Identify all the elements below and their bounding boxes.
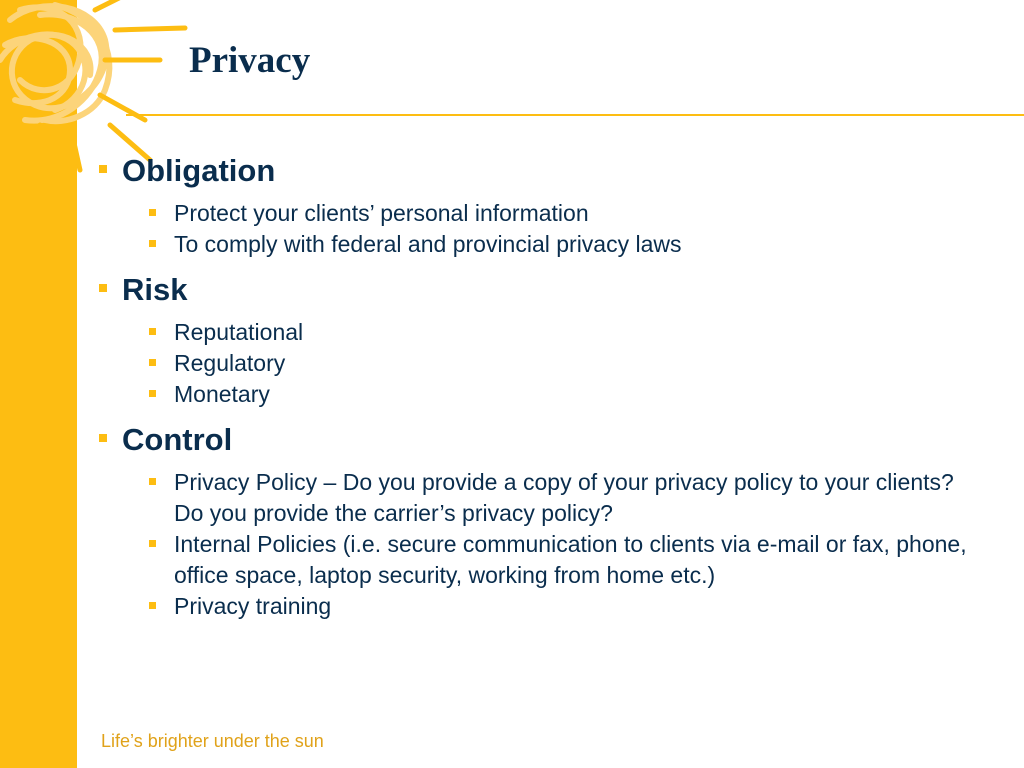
- list-item: Reputational: [96, 317, 974, 348]
- list-item: Privacy Policy – Do you provide a copy of your privacy policy to your clients? Do you provide the carrier’s privacy policy?: [96, 467, 974, 529]
- list-item: Protect your clients’ personal information: [96, 198, 974, 229]
- bullet-list: [96, 317, 996, 410]
- bullet-icon: [149, 209, 156, 216]
- bullet-list: [96, 467, 996, 622]
- bullet-list: [96, 198, 996, 260]
- list-item: Privacy training: [96, 591, 974, 622]
- section-risk: [96, 269, 996, 410]
- slide-content: [96, 150, 996, 631]
- bullet-icon: [149, 359, 156, 366]
- section-heading: Obligation: [122, 153, 276, 188]
- bullet-icon: [99, 434, 107, 442]
- bullet-icon: [149, 328, 156, 335]
- slide-title: Privacy: [189, 40, 311, 81]
- bullet-icon: [149, 602, 156, 609]
- bullet-icon: [149, 478, 156, 485]
- list-item: To comply with federal and provincial privacy laws: [96, 229, 974, 260]
- section-obligation: [96, 150, 996, 260]
- section-control: [96, 419, 996, 622]
- section-heading: Risk: [122, 272, 188, 307]
- list-item: Monetary: [96, 379, 974, 410]
- list-item: Regulatory: [96, 348, 974, 379]
- bullet-icon: [149, 390, 156, 397]
- list-item: Internal Policies (i.e. secure communication to clients via e-mail or fax, phone, office space, laptop security, working from home etc.): [96, 529, 974, 591]
- bullet-icon: [99, 284, 107, 292]
- bullet-icon: [149, 240, 156, 247]
- footer-tagline: Life’s brighter under the sun: [101, 731, 324, 751]
- section-heading: Control: [122, 422, 233, 457]
- bullet-icon: [149, 540, 156, 547]
- title-divider: [126, 114, 1024, 116]
- bullet-icon: [99, 165, 107, 173]
